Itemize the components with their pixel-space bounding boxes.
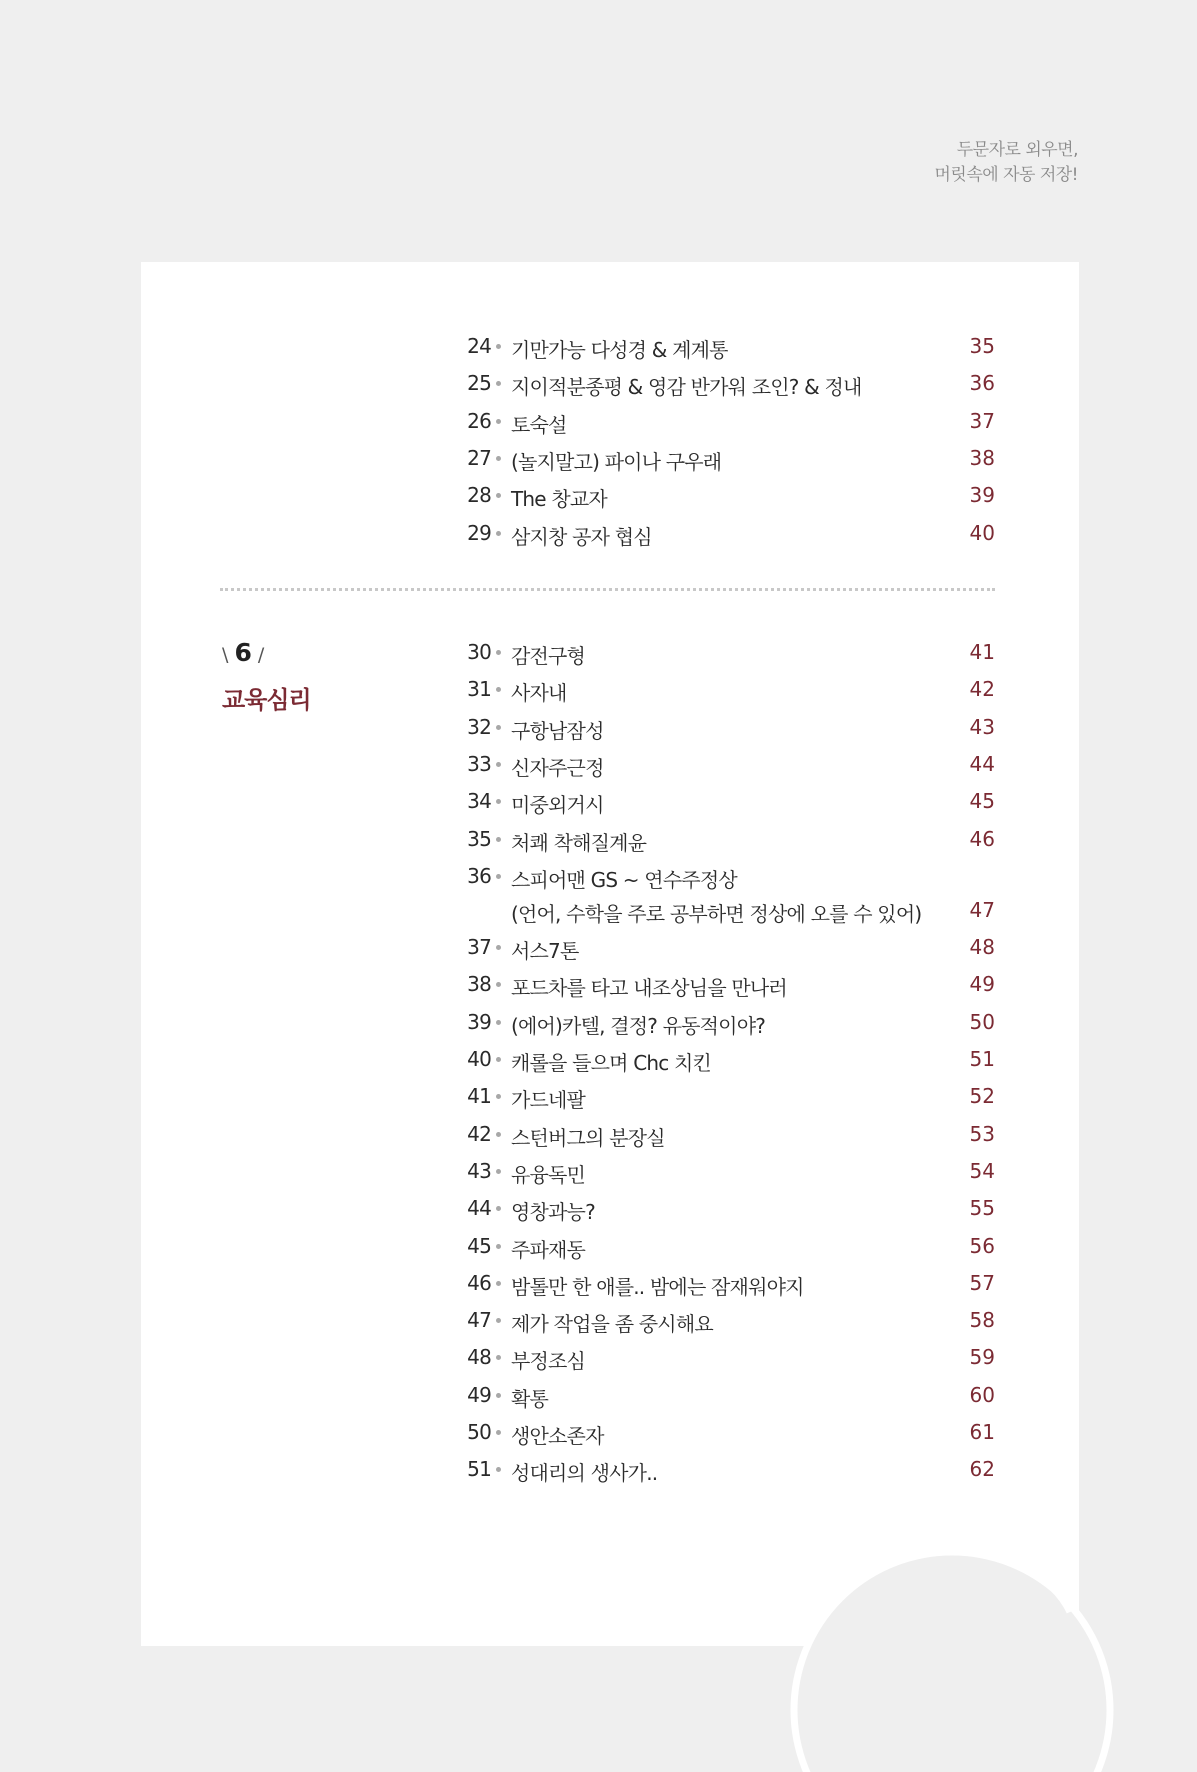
bullet-dot-icon	[496, 1169, 501, 1174]
toc-entry-page: 47	[969, 897, 995, 922]
bullet-dot-icon	[496, 1206, 501, 1211]
toc-entry-number: 32	[467, 714, 491, 739]
toc-entry-title: 미중외거시	[511, 793, 604, 818]
toc-entry-title: 스턴버그의 분장실	[511, 1125, 665, 1150]
toc-entry-title: 지이적분종평 & 영감 반가워 조인? & 정내	[511, 375, 862, 400]
toc-entry-title: 구항남잠성	[511, 718, 604, 743]
toc-entry-number: 38	[467, 972, 491, 997]
toc-entry-title: (놀지말고) 파이나 구우래	[511, 449, 722, 474]
toc-entry-number: 26	[467, 408, 491, 433]
toc-entry-title: 밤톨만 한 애를.. 밤에는 잠재워야지	[511, 1274, 804, 1299]
toc-entry-title: 포드차를 타고 내조상님을 만나러	[511, 976, 787, 1001]
bullet-dot-icon	[496, 344, 501, 349]
toc-entry[interactable]	[465, 1122, 995, 1159]
toc-entry-number: 45	[467, 1233, 491, 1258]
toc-entry[interactable]	[465, 409, 995, 446]
toc-entry[interactable]	[465, 1383, 995, 1420]
slogan-line-1: 두문자로 외우면,	[956, 140, 1078, 160]
toc-entry-subtitle: (언어, 수학을 주로 공부하면 정상에 오를 수 있어)	[511, 901, 922, 926]
bullet-dot-icon	[496, 874, 501, 879]
bullet-dot-icon	[496, 1057, 501, 1062]
toc-entry-number: 29	[467, 520, 491, 545]
toc-entry-number: 31	[467, 677, 491, 702]
toc-entry-page: 49	[969, 972, 995, 997]
toc-entry[interactable]	[465, 1457, 995, 1494]
toc-entry[interactable]	[465, 640, 995, 677]
toc-entry-number: 39	[467, 1009, 491, 1034]
toc-entry-page: 48	[969, 935, 995, 960]
toc-entry-title: 성대리의 생사가..	[511, 1461, 658, 1486]
toc-entry-number: 36	[467, 863, 491, 888]
toc-entry-page: 38	[969, 445, 995, 470]
toc-entry-number: 41	[467, 1084, 491, 1109]
toc-entry-title: 가드네팔	[511, 1088, 586, 1113]
toc-entry[interactable]	[465, 446, 995, 483]
bullet-dot-icon	[496, 725, 501, 730]
toc-entry[interactable]	[465, 371, 995, 408]
bullet-dot-icon	[496, 650, 501, 655]
toc-entry-page: 62	[969, 1457, 995, 1482]
toc-entry-number: 27	[467, 445, 491, 470]
toc-entry-page: 46	[969, 826, 995, 851]
toc-entry-page: 43	[969, 714, 995, 739]
toc-entry-page: 54	[969, 1158, 995, 1183]
toc-entry[interactable]	[465, 1234, 995, 1271]
bullet-dot-icon	[496, 1244, 501, 1249]
toc-entry-page: 45	[969, 789, 995, 814]
toc-entry-page: 37	[969, 408, 995, 433]
toc-entry[interactable]	[465, 1271, 995, 1308]
toc-entry-title: 사자내	[511, 681, 567, 706]
toc-entry-page: 35	[969, 334, 995, 358]
toc-entry-page: 41	[969, 640, 995, 664]
toc-entry-page: 56	[969, 1233, 995, 1258]
toc-entry-title: (에어)카텔, 결정? 유동적이야?	[511, 1013, 766, 1038]
toc-entry-title: 기만가능 다성경 & 계계통	[511, 338, 728, 362]
toc-entry-page: 60	[969, 1382, 995, 1407]
toc-entry-page: 40	[969, 520, 995, 545]
toc-entry[interactable]	[465, 1345, 995, 1382]
toc-entry-title: 유융독민	[511, 1162, 586, 1187]
bullet-dot-icon	[496, 1132, 501, 1137]
toc-entry-title: 확통	[511, 1386, 549, 1411]
bullet-dot-icon	[496, 982, 501, 987]
slogan-line-2: 머릿속에 자동 저장!	[934, 165, 1078, 185]
toc-entry-page: 50	[969, 1009, 995, 1034]
bullet-dot-icon	[496, 531, 501, 536]
toc-entry-number: 25	[467, 371, 491, 396]
toc-entry-number: 33	[467, 751, 491, 776]
toc-entry-title: 토숙설	[511, 412, 567, 437]
bullet-dot-icon	[496, 1355, 501, 1360]
toc-entry-number: 43	[467, 1158, 491, 1183]
bullet-dot-icon	[496, 799, 501, 804]
bullet-dot-icon	[496, 1094, 501, 1099]
toc-entry-title: 제가 작업을 좀 중시해요	[511, 1312, 713, 1337]
dotted-divider	[220, 588, 995, 591]
bullet-dot-icon	[496, 687, 501, 692]
toc-entry-title: 삼지창 공자 협심	[511, 524, 652, 549]
toc-entry[interactable]	[465, 1159, 995, 1196]
toc-entry-number: 40	[467, 1047, 491, 1071]
toc-entry-number: 49	[467, 1382, 491, 1407]
toc-entry-title: 감전구형	[511, 644, 586, 668]
toc-entry[interactable]	[465, 752, 995, 789]
bullet-dot-icon	[496, 1467, 501, 1472]
bullet-dot-icon	[496, 837, 501, 842]
toc-entry-page: 52	[969, 1084, 995, 1109]
toc-entry-number: 44	[467, 1196, 491, 1221]
bullet-dot-icon	[496, 1430, 501, 1435]
toc-entry[interactable]	[465, 1196, 995, 1233]
bullet-dot-icon	[496, 456, 501, 461]
toc-entry-number: 51	[467, 1457, 491, 1482]
header-slogan	[935, 138, 1079, 188]
bullet-dot-icon	[496, 493, 501, 498]
toc-entry-number: 28	[467, 483, 491, 508]
chapter-title: 교육심리	[222, 686, 311, 714]
toc-entry-number: 46	[467, 1270, 491, 1295]
toc-entry-title: 생안소존자	[511, 1424, 604, 1448]
toc-entry[interactable]	[465, 1010, 995, 1047]
toc-entry-title: The 창교자	[511, 487, 607, 512]
toc-entry-number: 35	[467, 826, 491, 851]
toc-entry-page: 53	[969, 1121, 995, 1146]
toc-entry[interactable]	[465, 1420, 995, 1457]
toc-entry-title: 스피어맨 GS ~ 연수주정상	[511, 867, 737, 892]
toc-entry-number: 30	[467, 640, 491, 664]
toc-entry[interactable]	[465, 972, 995, 1009]
toc-entry-title: 서스7톤	[511, 939, 579, 964]
toc-entry[interactable]	[465, 677, 995, 714]
bullet-dot-icon	[496, 419, 501, 424]
toc-entry-page: 36	[969, 371, 995, 396]
toc-entry[interactable]	[465, 827, 995, 864]
toc-entry-number: 48	[467, 1345, 491, 1370]
toc-entry-page: 57	[969, 1270, 995, 1295]
toc-entry-page: 61	[969, 1420, 995, 1444]
toc-entry-page: 59	[969, 1345, 995, 1370]
chapter-number: \ 6 /	[222, 638, 265, 667]
toc-entry-title: 처쾌 착해질계윤	[511, 830, 647, 855]
toc-entry[interactable]	[465, 935, 995, 972]
toc-entry-page: 51	[969, 1047, 995, 1071]
bullet-dot-icon	[496, 1393, 501, 1398]
toc-entry[interactable]	[465, 1308, 995, 1345]
toc-entry[interactable]	[465, 715, 995, 752]
toc-entry[interactable]	[465, 334, 995, 371]
bullet-dot-icon	[496, 945, 501, 950]
toc-entry-page: 58	[969, 1308, 995, 1333]
toc-entry-page: 39	[969, 483, 995, 508]
toc-entry-number: 50	[467, 1420, 491, 1444]
toc-entry[interactable]	[465, 483, 995, 520]
toc-entry-title: 신자주근정	[511, 755, 604, 780]
toc-entry-number: 24	[467, 334, 491, 358]
toc-entry-page: 44	[969, 751, 995, 776]
toc-entry-number: 34	[467, 789, 491, 814]
toc-entry-title: 부정조심	[511, 1349, 586, 1374]
bullet-dot-icon	[496, 1020, 501, 1025]
toc-entry-number: 42	[467, 1121, 491, 1146]
toc-entry-page: 42	[969, 677, 995, 702]
bullet-dot-icon	[496, 1281, 501, 1286]
toc-entry-title: 캐롤을 들으며 Chc 치킨	[511, 1051, 712, 1075]
bullet-dot-icon	[496, 381, 501, 386]
toc-entry-number: 47	[467, 1308, 491, 1333]
toc-entry[interactable]	[465, 789, 995, 826]
toc-entry[interactable]	[465, 863, 995, 926]
toc-entry[interactable]	[465, 521, 995, 558]
toc-entry-number: 37	[467, 935, 491, 960]
toc-entry[interactable]	[465, 1047, 995, 1084]
toc-entry[interactable]	[465, 1084, 995, 1121]
chapter-number-value: 6	[234, 638, 252, 667]
bullet-dot-icon	[496, 1318, 501, 1323]
toc-entry-title: 주파재동	[511, 1237, 586, 1262]
toc-entry-page: 55	[969, 1196, 995, 1221]
toc-entry-title: 영창과능?	[511, 1200, 595, 1225]
bullet-dot-icon	[496, 762, 501, 767]
